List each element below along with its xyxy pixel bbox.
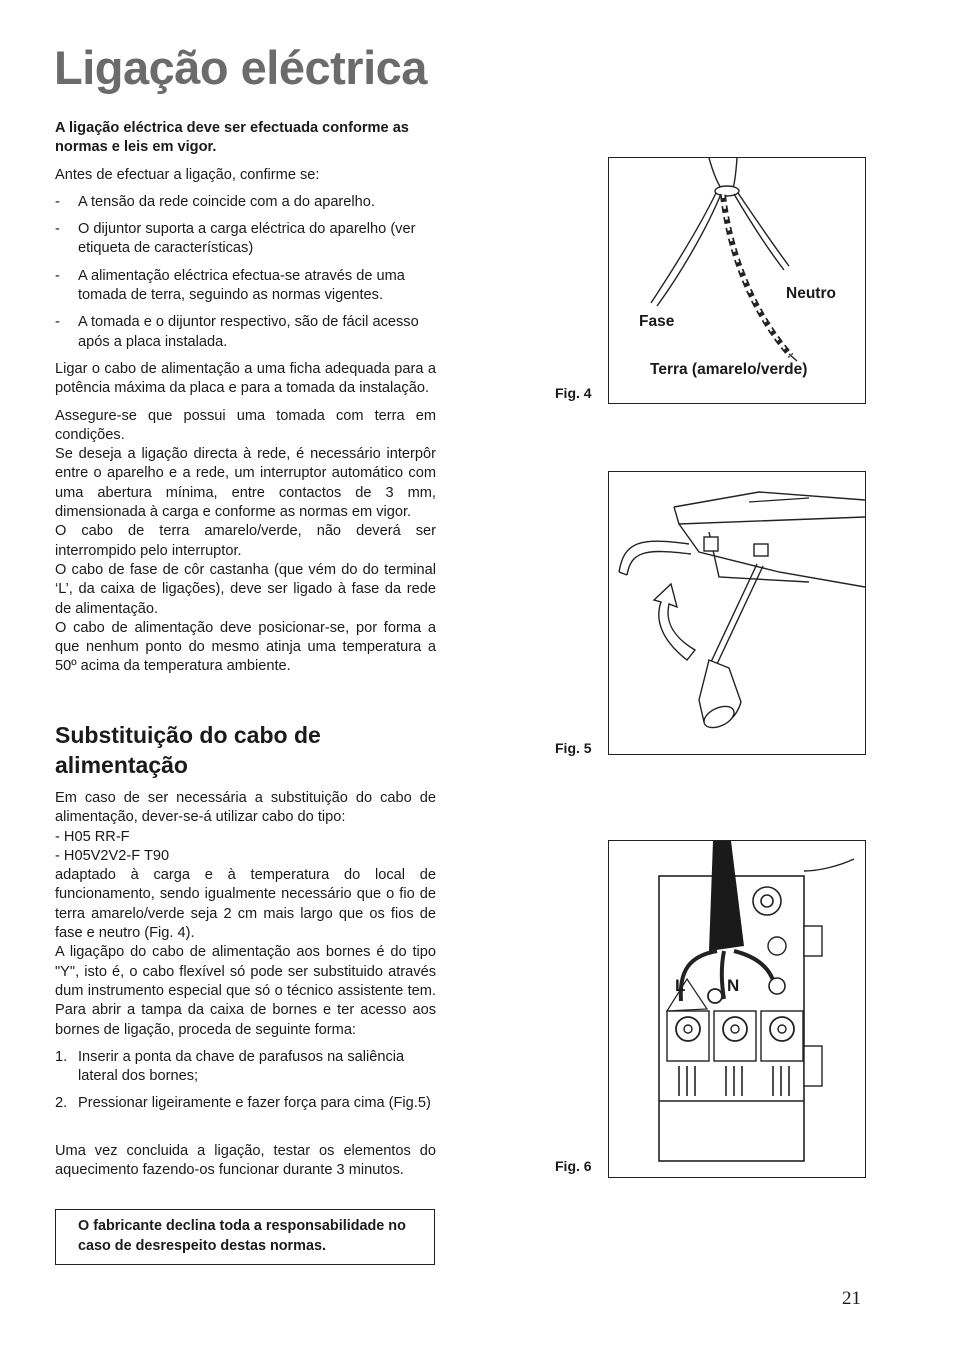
phase-cable-paragraph: O cabo de fase de côr castanha (que vém do do terminal ‘L’, da caixa de ligações), deve ser ligado à fase da rede de alimentação.: [55, 561, 436, 617]
test-paragraph: Uma vez concluida a ligação, testar os elementos do aquecimento fazendo-os funcionar durante 3 minutos.: [55, 1142, 436, 1179]
steps-list: [55, 1048, 436, 1114]
cable-position-paragraph: O cabo de alimentação deve posicionar-se, por forma a que nenhum ponto do mesmo atinja uma temperatura a 50º acima da temperatura ambiente.: [55, 619, 436, 675]
fig4-caption: Fig. 4: [555, 385, 592, 401]
checklist-item: - A alimentação eléctrica efectua-se através de uma tomada de terra, seguindo as normas vigentes.: [55, 267, 436, 306]
confirm-intro-text: Antes de efectuar a ligação, confirme se:: [55, 166, 320, 183]
fig4-box: [608, 157, 866, 404]
fig5-caption: Fig. 5: [555, 740, 592, 756]
cable-type-2: - H05V2V2-F T90: [55, 847, 170, 864]
checklist: [55, 193, 436, 352]
checklist-item: - A tensão da rede coincide com a do aparelho.: [55, 193, 436, 212]
checklist-item: - A tomada e o dijuntor respectivo, são de fácil acesso após a placa instalada.: [55, 313, 436, 352]
step-number: 1.: [55, 1048, 68, 1065]
section-subtitle: Substituição do cabo de alimentação: [55, 722, 321, 778]
fig4-label-neutro: Neutro: [786, 285, 836, 302]
intro-bold-text: A ligação eléctrica deve ser efectuada conforme as normas e leis em vigor.: [55, 120, 409, 156]
page-title: Ligação eléctrica: [54, 41, 427, 94]
body-column-bottom: [55, 720, 436, 1180]
fig5-box: [608, 471, 866, 755]
manufacturer-notice: O fabricante declina toda a responsabilidade no caso de desrespeito destas normas.: [55, 1209, 435, 1265]
y-connection-paragraph: A ligaçãpo do cabo de alimentação aos bornes é do tipo "Y", isto é, o cabo flexível só pode ser substituido através dum instrumento especial que só o técnico assistente tem. Para abrir a tampa da caixa de bornes e ter acesso aos bornes de ligação, proceda de seguinte forma:: [55, 944, 436, 1038]
fig6-box: [608, 840, 866, 1178]
fig6-caption: Fig. 6: [555, 1158, 592, 1174]
page-number: 21: [842, 1288, 861, 1309]
step-item: [55, 1094, 436, 1113]
replace-intro-text: Em caso de ser necessária a substituição do cabo de alimentação, dever-se-á utilizar cabo do tipo:: [55, 790, 436, 826]
fig4-label-terra: Terra (amarelo/verde): [650, 361, 808, 378]
adapted-paragraph: adaptado à carga e à temperatura do local de funcionamento, sendo igualmente necessário que o fio de terra amarelo/verde seja 2 cm mais largo que os fios de fase e neutro (Fig. 4).: [55, 867, 436, 942]
socket-paragraph: Assegure-se que possui uma tomada com terra em condições.: [55, 407, 436, 443]
fig6-terminal-l: L: [675, 976, 686, 995]
fig5-screwdriver-illustration: [609, 472, 865, 754]
step-text: Inserir a ponta da chave de parafusos na saliência lateral dos bornes;: [78, 1048, 405, 1085]
step-text: Pressionar ligeiramente e fazer força para cima (Fig.5): [78, 1095, 431, 1112]
checklist-item: - O dijuntor suporta a carga eléctrica do aparelho (ver etiqueta de características): [55, 220, 436, 259]
body-column-top: [55, 119, 436, 677]
fig4-label-fase: Fase: [639, 313, 675, 330]
cable-type-1: - H05 RR-F: [55, 828, 130, 845]
fig6-terminal-block-illustration: [609, 841, 865, 1177]
earth-cable-paragraph: O cabo de terra amarelo/verde, não deverá ser interrompido pelo interruptor.: [55, 523, 436, 559]
step-number: 2.: [55, 1095, 68, 1112]
plug-paragraph: Ligar o cabo de alimentação a uma ficha adequada para a potência máxima da placa e para a tomada da instalação.: [55, 360, 436, 397]
direct-connection-paragraph: Se deseja a ligação directa à rede, é necessário interpôr entre o aparelho e a rede, um interruptor automático com uma abertura mínima, entre contactos de 3 mm, dimensionada à carga e conforme as normas em vigor.: [55, 446, 436, 521]
fig6-terminal-n: N: [727, 976, 740, 995]
step-item: [55, 1048, 436, 1087]
